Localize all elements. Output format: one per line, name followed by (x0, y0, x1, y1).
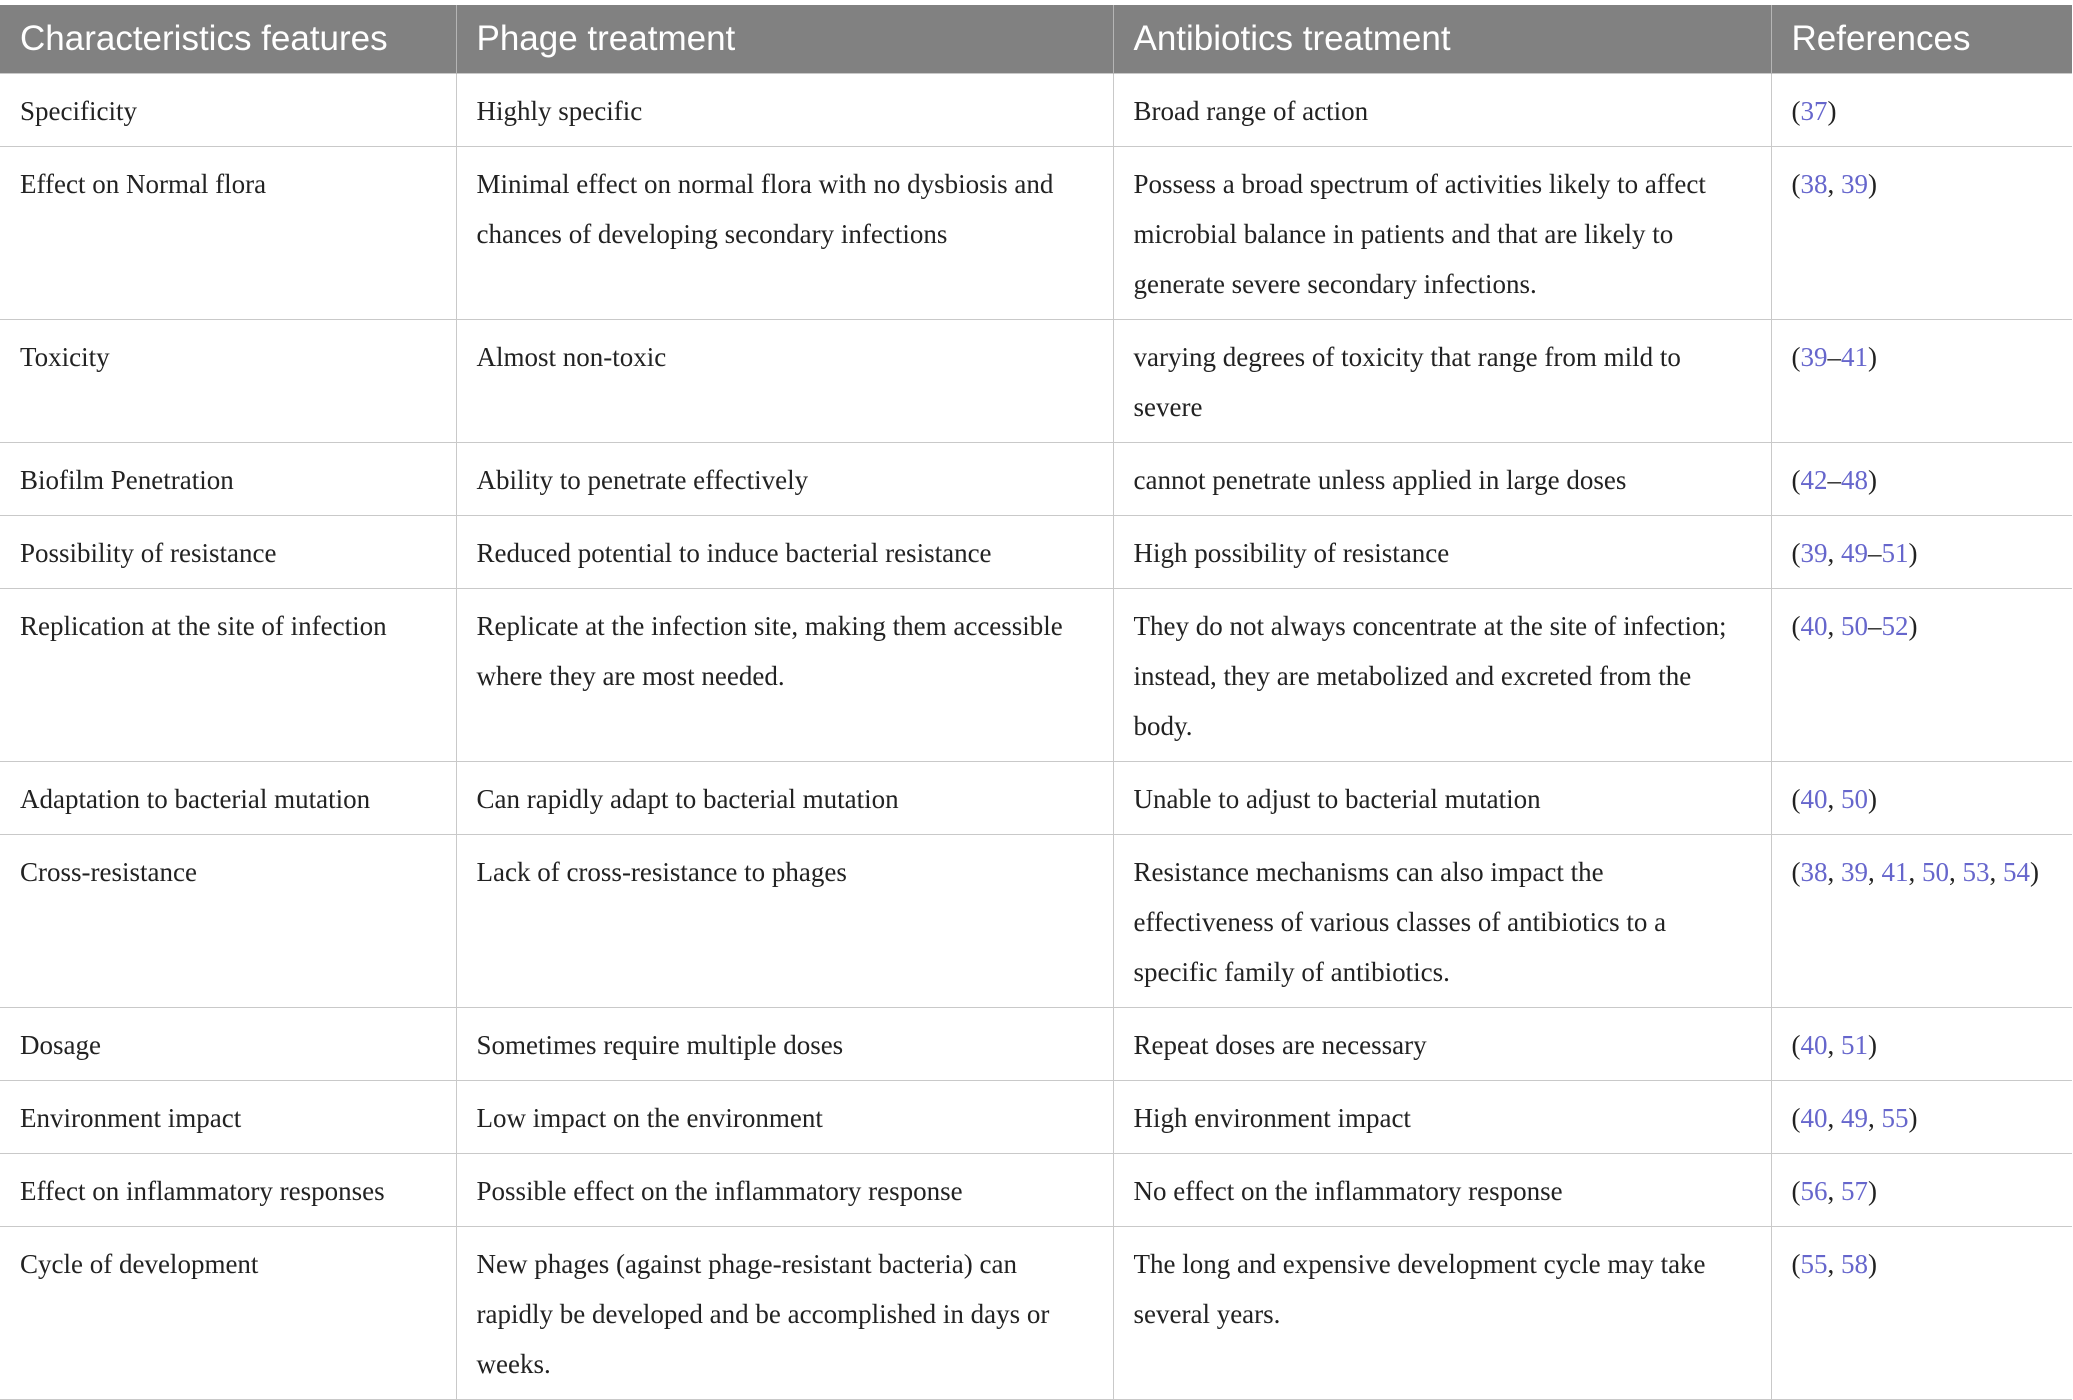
reference-link[interactable]: 40 (1800, 610, 1828, 641)
reference-punctuation: ( (1791, 1029, 1801, 1060)
cell-feature: Cycle of development (0, 1226, 456, 1399)
comparison-table (0, 5, 2072, 1400)
table-row (0, 588, 2072, 761)
cell-antibiotics-treatment: No effect on the inflammatory response (1113, 1153, 1771, 1226)
cell-antibiotics-treatment: Unable to adjust to bacterial mutation (1113, 761, 1771, 834)
cell-antibiotics-treatment: Resistance mechanisms can also impact the effectiveness of various classes of antibiotics to a specific family of antibiotics. (1113, 834, 1771, 1007)
reference-link[interactable]: 50 (1922, 856, 1949, 887)
reference-punctuation: ) (1908, 610, 1918, 641)
cell-references (1771, 1007, 2072, 1080)
cell-antibiotics-treatment: Repeat doses are necessary (1113, 1007, 1771, 1080)
reference-punctuation: ( (1791, 537, 1801, 568)
cell-phage-treatment: Lack of cross-resistance to phages (456, 834, 1113, 1007)
table-row (0, 319, 2072, 442)
cell-phage-treatment: Ability to penetrate effectively (456, 442, 1113, 515)
cell-phage-treatment: Can rapidly adapt to bacterial mutation (456, 761, 1113, 834)
cell-feature: Environment impact (0, 1080, 456, 1153)
reference-punctuation: ) (1868, 1175, 1877, 1206)
reference-punctuation: , (1949, 856, 1963, 887)
cell-antibiotics-treatment: varying degrees of toxicity that range from mild to severe (1113, 319, 1771, 442)
cell-phage-treatment: Replicate at the infection site, making them accessible where they are most needed. (456, 588, 1113, 761)
table-row (0, 1153, 2072, 1226)
cell-references (1771, 1153, 2072, 1226)
table-row (0, 515, 2072, 588)
reference-link[interactable]: 40 (1800, 1029, 1828, 1060)
reference-punctuation: ( (1791, 610, 1801, 641)
cell-phage-treatment: Highly specific (456, 73, 1113, 146)
reference-punctuation: , (1827, 856, 1841, 887)
table-row (0, 834, 2072, 1007)
reference-punctuation: ) (1868, 1029, 1877, 1060)
cell-references (1771, 834, 2072, 1007)
cell-references (1771, 761, 2072, 834)
reference-punctuation: ) (1868, 341, 1877, 372)
reference-punctuation: , (1827, 537, 1841, 568)
reference-punctuation: , (1908, 856, 1922, 887)
reference-punctuation: ) (1908, 1102, 1918, 1133)
table-row (0, 146, 2072, 319)
cell-phage-treatment: Low impact on the environment (456, 1080, 1113, 1153)
reference-link[interactable]: 55 (1881, 1102, 1909, 1133)
cell-antibiotics-treatment: High possibility of resistance (1113, 515, 1771, 588)
reference-link[interactable]: 38 (1800, 856, 1828, 887)
reference-link[interactable]: 54 (2003, 856, 2030, 887)
cell-phage-treatment: Minimal effect on normal flora with no dysbiosis and chances of developing secondary infections (456, 146, 1113, 319)
cell-antibiotics-treatment: High environment impact (1113, 1080, 1771, 1153)
cell-feature: Toxicity (0, 319, 456, 442)
reference-link[interactable]: 41 (1881, 856, 1909, 887)
reference-punctuation: , (1868, 1102, 1882, 1133)
reference-link[interactable]: 40 (1800, 783, 1828, 814)
reference-link[interactable]: 53 (1962, 856, 1990, 887)
header-row (0, 5, 2072, 73)
reference-punctuation: , (1827, 1175, 1841, 1206)
reference-link[interactable]: 52 (1881, 610, 1909, 641)
reference-punctuation: ( (1791, 464, 1801, 495)
table-row (0, 73, 2072, 146)
reference-link[interactable]: 57 (1841, 1175, 1868, 1206)
reference-punctuation: – (1868, 610, 1882, 641)
table-row (0, 1007, 2072, 1080)
cell-references (1771, 515, 2072, 588)
reference-link[interactable]: 51 (1881, 537, 1909, 568)
reference-punctuation: ( (1791, 95, 1801, 126)
reference-link[interactable]: 42 (1800, 464, 1828, 495)
reference-punctuation: – (1827, 341, 1841, 372)
table-row (0, 1226, 2072, 1399)
table-row (0, 442, 2072, 515)
reference-link[interactable]: 38 (1800, 168, 1828, 199)
reference-punctuation: , (1827, 168, 1841, 199)
reference-punctuation: ( (1791, 1248, 1801, 1279)
reference-punctuation: ) (1827, 95, 1837, 126)
reference-link[interactable]: 39 (1841, 168, 1868, 199)
reference-punctuation: ( (1791, 1102, 1801, 1133)
cell-feature: Effect on Normal flora (0, 146, 456, 319)
reference-link[interactable]: 41 (1841, 341, 1868, 372)
reference-punctuation: , (1868, 856, 1882, 887)
cell-references (1771, 1226, 2072, 1399)
reference-link[interactable]: 49 (1841, 537, 1868, 568)
reference-link[interactable]: 39 (1841, 856, 1868, 887)
reference-punctuation: ) (1908, 537, 1918, 568)
cell-feature: Replication at the site of infection (0, 588, 456, 761)
reference-punctuation: ( (1791, 168, 1801, 199)
cell-antibiotics-treatment: Possess a broad spectrum of activities likely to affect microbial balance in patients and that are likely to generate severe secondary infections. (1113, 146, 1771, 319)
cell-references (1771, 319, 2072, 442)
reference-punctuation: ) (1868, 1248, 1877, 1279)
reference-punctuation: ( (1791, 856, 1801, 887)
reference-punctuation: ) (1868, 464, 1877, 495)
header-references: References (1771, 5, 2072, 73)
cell-phage-treatment: New phages (against phage-resistant bacteria) can rapidly be developed and be accomplished in days or weeks. (456, 1226, 1113, 1399)
table-header (0, 5, 2072, 73)
reference-link[interactable]: 50 (1841, 610, 1868, 641)
reference-punctuation: ( (1791, 341, 1801, 372)
cell-references (1771, 146, 2072, 319)
cell-antibiotics-treatment: They do not always concentrate at the site of infection; instead, they are metabolized and excreted from the body. (1113, 588, 1771, 761)
header-antibiotics-treatment: Antibiotics treatment (1113, 5, 1771, 73)
reference-punctuation: – (1827, 464, 1841, 495)
cell-antibiotics-treatment: The long and expensive development cycle may take several years. (1113, 1226, 1771, 1399)
reference-punctuation: ) (1868, 783, 1877, 814)
cell-feature: Effect on inflammatory responses (0, 1153, 456, 1226)
reference-punctuation: ) (1868, 168, 1877, 199)
cell-feature: Specificity (0, 73, 456, 146)
table-row (0, 761, 2072, 834)
reference-punctuation: ( (1791, 1175, 1801, 1206)
cell-phage-treatment: Reduced potential to induce bacterial resistance (456, 515, 1113, 588)
reference-link[interactable]: 39 (1800, 341, 1828, 372)
reference-punctuation: , (1827, 1102, 1841, 1133)
reference-link[interactable]: 37 (1800, 95, 1828, 126)
reference-link[interactable]: 56 (1800, 1175, 1828, 1206)
cell-references (1771, 588, 2072, 761)
cell-antibiotics-treatment: cannot penetrate unless applied in large doses (1113, 442, 1771, 515)
cell-feature: Adaptation to bacterial mutation (0, 761, 456, 834)
reference-punctuation: ) (2030, 856, 2039, 887)
reference-link[interactable]: 40 (1800, 1102, 1828, 1133)
reference-punctuation: , (1827, 783, 1841, 814)
cell-phage-treatment: Almost non-toxic (456, 319, 1113, 442)
reference-link[interactable]: 48 (1841, 464, 1868, 495)
reference-link[interactable]: 39 (1800, 537, 1828, 568)
reference-link[interactable]: 50 (1841, 783, 1868, 814)
header-characteristics: Characteristics features (0, 5, 456, 73)
cell-phage-treatment: Sometimes require multiple doses (456, 1007, 1113, 1080)
reference-punctuation: ( (1791, 783, 1801, 814)
cell-feature: Cross-resistance (0, 834, 456, 1007)
reference-punctuation: – (1868, 537, 1882, 568)
cell-references (1771, 1080, 2072, 1153)
reference-punctuation: , (1827, 1248, 1841, 1279)
reference-punctuation: , (1989, 856, 2003, 887)
cell-phage-treatment: Possible effect on the inflammatory response (456, 1153, 1113, 1226)
cell-feature: Biofilm Penetration (0, 442, 456, 515)
reference-link[interactable]: 55 (1800, 1248, 1828, 1279)
header-phage-treatment: Phage treatment (456, 5, 1113, 73)
cell-antibiotics-treatment: Broad range of action (1113, 73, 1771, 146)
table-body (0, 73, 2072, 1399)
cell-references (1771, 73, 2072, 146)
table-row (0, 1080, 2072, 1153)
reference-link[interactable]: 58 (1841, 1248, 1868, 1279)
cell-feature: Dosage (0, 1007, 456, 1080)
reference-link[interactable]: 49 (1841, 1102, 1868, 1133)
cell-feature: Possibility of resistance (0, 515, 456, 588)
reference-link[interactable]: 51 (1841, 1029, 1868, 1060)
reference-punctuation: , (1827, 1029, 1841, 1060)
cell-references (1771, 442, 2072, 515)
reference-punctuation: , (1827, 610, 1841, 641)
